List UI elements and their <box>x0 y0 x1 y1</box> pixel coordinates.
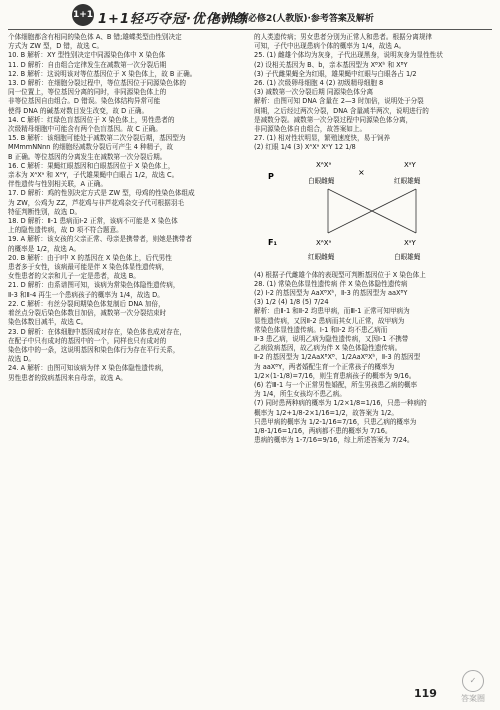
right-text-line: Ⅱ-2 的基因型为 1/2AaXᴮXᴮ、1/2AaXᴮXᵇ，Ⅱ-3 的基因型 <box>254 353 421 362</box>
page-number: 119 <box>414 687 437 700</box>
left-text-line: 同一位置上，等位基因分离的同时，非同源染色体上的 <box>8 88 167 97</box>
left-text-line: 11. D 解析：自由组合定律发生在减数第一次分裂后期 <box>8 60 167 69</box>
left-text-line: 上的隐性遗传病，故 D 项不符合题意。 <box>8 226 123 235</box>
right-text-line: (7) 同时患两种病的概率为 1/2×1/8=1/16，只患一种病的 <box>254 399 427 408</box>
right-text-line: 28. (1) 常染色体显性遗传病 伴 X 染色体隐性遗传病 <box>254 279 408 288</box>
right-text-line: 1/8-1/16=1/16，两病都不患的概率为 7/16。 <box>254 427 392 436</box>
right-text-line: 为 aaXᴮY，两者婚配生育一个正常孩子的概率为 <box>254 362 395 371</box>
f1-female-genotype: XᴬXᵃ <box>316 238 332 247</box>
right-text-line: 间期，之后经过两次分裂，DNA 含量减半两次，说明进行的 <box>254 106 429 115</box>
left-column <box>8 33 246 383</box>
left-text-line: 方式为 ZW 型，D 错，故选 C。 <box>8 42 104 51</box>
left-text-line: 故选 D。 <box>8 355 35 364</box>
watermark-text: 答案圈 <box>461 694 485 703</box>
right-text-line: 26. (1) 次级卵母细胞 4 (2) 初级精母细胞 8 <box>254 79 384 88</box>
publisher-logo: 1+1 <box>72 4 94 26</box>
left-text-line: 特征判断性别，故选 D。 <box>8 207 82 216</box>
book-subtitle: 高中生物必修2(人教版)·参考答案及解析 <box>212 14 374 24</box>
right-text-line: (3) 子代雌果蝇全为红眼，雄果蝇中红眼与白眼各占 1/2 <box>254 69 417 78</box>
header-rule <box>8 29 492 30</box>
left-text-line: 伴性遗传与性别相关联，A 正确。 <box>8 180 107 189</box>
right-text-line: 可知，子代中出现患病个体的概率为 1/4，故选 A。 <box>254 42 406 51</box>
left-text-line: 男性患者的致病基因来自母亲，故选 A。 <box>8 373 127 382</box>
left-text-line: Ⅱ-3 和Ⅱ-4 再生一个患病孩子的概率为 1/4，故选 D。 <box>8 290 164 299</box>
right-text-line: Ⅱ-3 患乙病，说明乙病为隐性遗传病，又因Ⅰ-1 不携带 <box>254 335 409 344</box>
left-text-line: 患者多于女性，该病最可能是伴 X 染色体显性遗传病， <box>8 263 169 272</box>
left-text-line: 14. C 解析：红绿色盲基因位于 X 染色体上，男性患者的 <box>8 115 175 124</box>
p-generation-label: P <box>268 171 274 181</box>
f1-generation-label: F₁ <box>268 237 277 247</box>
right-text-line: (2) 设相关基因为 B、b，亲本基因型为 XᴮXᵇ 和 XᴮY <box>254 60 408 69</box>
right-text-line: 概率为 1/2+1/8-2×1/16=1/2，故答案为 1/2。 <box>254 408 398 417</box>
p-female-name: 白眼雌蝇 <box>308 176 335 185</box>
right-text-line: 非同源染色体自由组合，故答案如上。 <box>254 125 367 134</box>
left-text-line: 使得 DNA 的碱基对数目发生改变，故 D 正确。 <box>8 106 149 115</box>
right-text-line: 为 1/4，所生女孩均不患乙病。 <box>254 390 346 399</box>
p-female-genotype: XᴬXᵃ <box>316 160 332 169</box>
left-text-line: 染色体中的一条，这说明基因和染色体行为存在平行关系， <box>8 345 180 354</box>
left-text-line: 13. D 解析：在细胞分裂过程中，等位基因位于同源染色体的 <box>8 79 187 88</box>
right-text-line: 患病的概率为 1-7/16=9/16，综上所述答案为 7/24。 <box>254 436 414 445</box>
left-text-line: 为 ZW，公鸡为 ZZ，芦花鸡与非芦花鸡杂交子代可根据羽毛 <box>8 198 184 207</box>
cross-symbol: × <box>358 167 365 177</box>
left-text-line: 17. D 解析：鸡的性别决定方式是 ZW 型，母鸡的性染色体组成 <box>8 189 195 198</box>
left-text-line: 23. D 解析：在体细胞中基因成对存在，染色体也成对存在， <box>8 327 187 336</box>
p-male-name: 红眼雄蝇 <box>394 176 421 185</box>
left-text-line: 染色体数目减半，故选 C。 <box>8 318 88 327</box>
right-text-line: 乙病致病基因，故乙病为伴 X 染色体隐性遗传病。 <box>254 344 402 353</box>
f1-female-name: 红眼雌蝇 <box>308 252 335 261</box>
right-text-line: 解析：由Ⅱ-1 和Ⅱ-2 均患甲病，而Ⅲ-1 正常可知甲病为 <box>254 307 410 316</box>
right-text-line: 1/2×(1-1/8)=7/16，则生育患病孩子的概率为 9/16。 <box>254 371 416 380</box>
f1-male-genotype: XᵃY <box>404 238 416 247</box>
f1-male-name: 白眼雄蝇 <box>394 252 421 261</box>
left-text-line: 次级精母细胞中可能含有两个色盲基因。故 C 正确。 <box>8 125 162 134</box>
left-text-line: B 正确。等位基因的分离发生在减数第一次分裂后期。 <box>8 152 167 161</box>
left-text-line: 15. B 解析：该细胞可能处于减数第二次分裂后期，基因型为 <box>8 134 186 143</box>
left-text-line: 10. B 解析：XY 型性别决定中同源染色体中 X 染色体 <box>8 51 166 60</box>
right-text-line: 只患甲病的概率为 1/2-1/16=7/16，只患乙病的概率为 <box>254 417 417 426</box>
right-text-line: 27. (1) 相对性状明显，繁殖速度快，易于饲养 <box>254 134 391 143</box>
series-brand: 1+1轻巧夺冠·优化训练 <box>98 12 248 27</box>
left-text-line: 21. D 解析：由系谱图可知，该病为常染色体隐性遗传病， <box>8 281 180 290</box>
left-text-line: 女性患者的父亲和儿子一定是患者，故选 B。 <box>8 272 140 281</box>
left-text-line: 19. A 解析：该女孩的父亲正常、母亲是携带者，则她是携带者 <box>8 235 193 244</box>
right-text-line: 常染色体显性遗传病。Ⅰ-1 和Ⅰ-2 均不患乙病而 <box>254 325 388 334</box>
watermark-seal-icon: ✓ <box>462 670 484 692</box>
right-text-line: (3) 减数第一次分裂后期 同源染色体分离 <box>254 88 374 97</box>
right-column <box>254 33 492 446</box>
right-text-line: 25. (1) 雌雄个体均为灰身，子代出现黑身，说明灰身为显性性状 <box>254 51 443 60</box>
left-text-line: 18. D 解析：Ⅱ-1 患病而Ⅰ-2 正常，该病不可能是 X 染色体 <box>8 217 178 226</box>
right-text-line: (2) 红眼 1/4 (3) XᴬXᵃ XᵃY 12 1/8 <box>254 143 356 152</box>
cross-diagram-svg <box>254 153 492 271</box>
page-header <box>0 0 500 30</box>
left-text-line: 的概率是 1/2，故选 A。 <box>8 244 81 253</box>
right-text-line: 是减数分裂。减数第一次分裂过程中同源染色体分离， <box>254 115 413 124</box>
right-text-line: (2) Ⅰ-2 的基因型为 AaXᴮXᵇ，Ⅱ-3 的基因型为 aaXᴮY <box>254 289 408 298</box>
left-text-line: 非等位基因自由组合。D 错误。染色体结构异常可能 <box>8 97 161 106</box>
left-text-line: 着丝点分裂后染色体数目加倍，减数第一次分裂结束时 <box>8 309 167 318</box>
cross-diagram <box>254 153 492 271</box>
left-text-line: MMmmNNnn 的细胞经减数分裂后可产生 4 种精子，故 <box>8 143 174 152</box>
right-text-line: 的人类遗传病；男女患者分别为正常人和患者。根据分离规律 <box>254 33 433 41</box>
p-male-genotype: XᵃY <box>404 160 416 169</box>
left-text-line: 12. B 解析：这说明该对等位基因位于 X 染色体上，故 B 正确。 <box>8 69 197 78</box>
watermark <box>448 670 498 706</box>
right-text-line: 解析：由图可知 DNA 含量在 2—3 时加倍，说明处于分裂 <box>254 97 424 106</box>
left-text-line: 16. C 解析：果蝇红眼基因和白眼基因位于 X 染色体上， <box>8 161 175 170</box>
right-text-line: (4) 根据子代雌雄个体的表现型可判断基因位于 X 染色体上 <box>254 270 426 279</box>
right-text-line: 显性遗传病，又因Ⅱ-2 患病而其女儿正常，故甲病为 <box>254 316 405 325</box>
left-text-line: 在配子中只有成对的基因中的一个，同样也只有成对的 <box>8 336 167 345</box>
left-text-line: 22. C 解析：有丝分裂间期染色体复制后 DNA 加倍， <box>8 299 165 308</box>
right-text-line: (6) 若Ⅲ-1 与一个正常男性婚配，所生男孩患乙病的概率 <box>254 381 418 390</box>
left-text-line: 亲本为 XᴬXᵃ 和 XᴬY，子代雄果蝇中白眼占 1/2，故选 C。 <box>8 171 179 180</box>
left-text-line: 20. B 解析：由于Ⅰ中 X 的基因在 X 染色体上，后代男性 <box>8 253 172 262</box>
left-text-line: 24. A 解析：由图可知该病为伴 X 染色体隐性遗传病， <box>8 364 168 373</box>
left-text-line: 个体细胞都含有相同的染色体 A、B 错;雄蝶类型由性别决定 <box>8 33 182 41</box>
right-text-line: (3) 1/2 (4) 1/8 (5) 7/24 <box>254 298 329 307</box>
